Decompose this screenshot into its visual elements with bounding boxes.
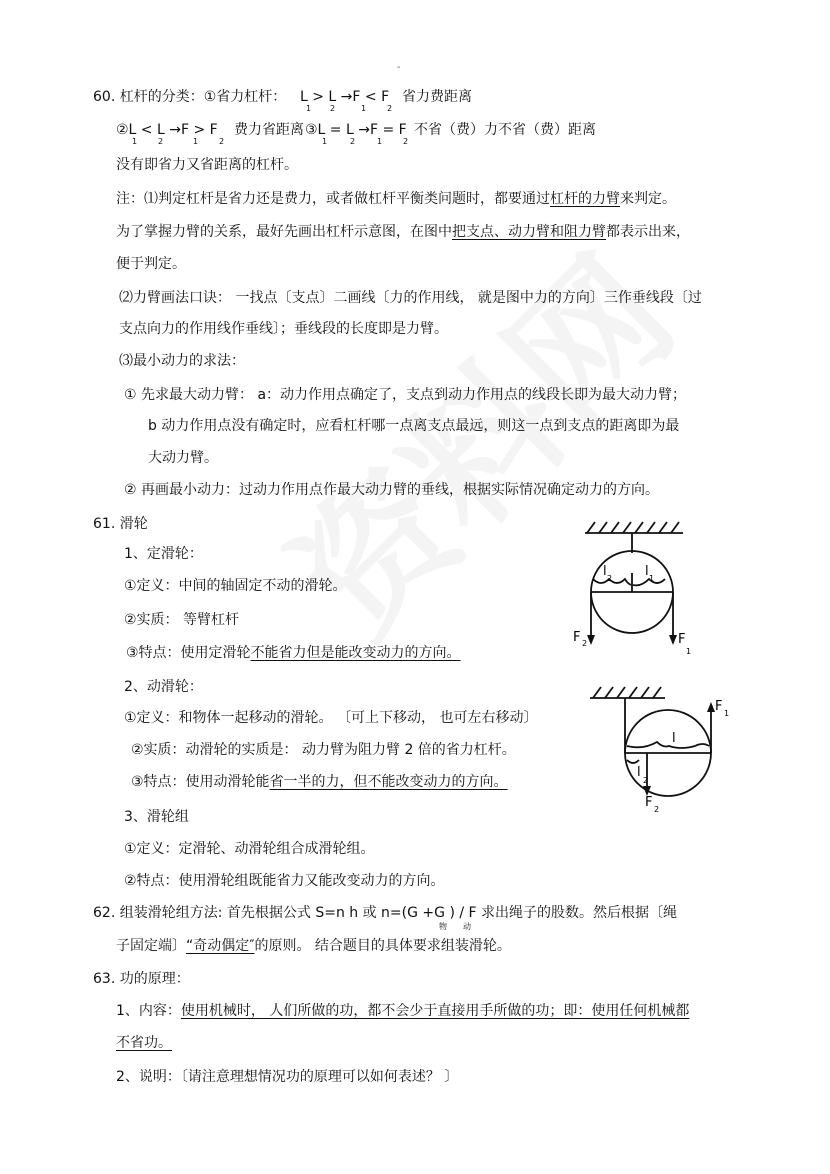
movable-l1-label: l — [672, 731, 676, 746]
sub: 2 — [158, 137, 164, 146]
fixed-l1-label: l — [645, 564, 649, 579]
s60-cond2: ②L < L →F > F — [116, 122, 218, 138]
s61-group-feature: ②特点：使用滑轮组既能省力又能改变动力的方向。 — [124, 873, 445, 889]
movable-f2-label: F — [645, 795, 653, 810]
s61-fixed-title: 1、定滑轮： — [124, 546, 203, 562]
s61-fixed-def: ①定义：中间的轴固定不动的滑轮。 — [124, 578, 347, 594]
s60-arm-rule2: 支点向力的作用线作垂线〕；垂线段的长度即是力臂。 — [119, 321, 448, 337]
s60-note1: 注：⑴判定杠杆是省力还是费力，或者做杠杆平衡类问题时，都要通过杠杆的力臂来判定。 — [116, 191, 676, 207]
s60-min-step2: ② 再画最小动力：过动力作用点作最大动力臂的垂线，根据实际情况确定动力的方向。 — [124, 482, 659, 498]
sub: 2 — [387, 104, 393, 113]
s61-movable-title: 2、动滑轮： — [124, 679, 203, 695]
fixed-l1-sub: 1 — [649, 574, 655, 583]
s61-fixed-feature: ③特点：使用定滑轮不能省力但是能改变动力的方向。 — [126, 645, 461, 661]
movable-f1-sub: 1 — [724, 709, 730, 718]
sub: 1 — [322, 137, 328, 146]
sub: 2 — [350, 137, 356, 146]
movable-l2-sub: 2 — [643, 776, 649, 785]
movable-f1-label: F — [715, 699, 723, 714]
sub: 1 — [193, 137, 199, 146]
s61-group-title: 3、滑轮组 — [124, 809, 189, 825]
s61-group-def: ①定义：定滑轮、动滑轮组合成滑轮组。 — [124, 841, 375, 857]
s61-title: 61. 滑轮 — [93, 516, 148, 532]
s60-cond3: ③L = L →F = F — [305, 122, 407, 138]
s60-note3: 便于判定。 — [116, 256, 186, 272]
s63-title: 63. 功的原理： — [93, 971, 190, 987]
fixed-pulley-diagram — [565, 515, 725, 660]
s62-line1: 62. 组装滑轮组方法: 首先根据公式 S=n h 或 n=(G +G ) / F 求出绳子的股数。然后根据〔绳 — [93, 905, 678, 921]
s60-lever2-desc: 费力省距离 — [234, 122, 304, 138]
sub: 1 — [306, 104, 312, 113]
s60-lever1-desc: 省力费距离 — [402, 89, 472, 105]
s60-arm-rule1: ⑵力臂画法口诀： 一找点〔支点〕二画线〔力的作用线， 就是图中力的方向〕三作垂线段〔过 — [119, 290, 702, 306]
s63-content: 1、内容：使用机械时， 人们所做的功，都不会少于直接用手所做的功；即：使用任何机械都 — [116, 1003, 690, 1019]
s61-movable-essence: ②实质：动滑轮的实质是： 动力臂为阻力臂 2 倍的省力杠杆。 — [131, 742, 516, 758]
fixed-l2-sub: 2 — [607, 574, 613, 583]
movable-f2-sub: 2 — [654, 805, 660, 814]
s60-min-step1b: b 动力作用点没有确定时，应看杠杆哪一点离支点最远，则这一点到支点的距离即为最 — [148, 418, 680, 434]
s60-title: 60. 杠杆的分类：①省力杠杆： — [93, 89, 287, 105]
s61-movable-def: ①定义：和物体一起移动的滑轮。 〔可上下移动， 也可左右移动〕 — [124, 710, 538, 726]
sub-wu: 物 — [439, 922, 447, 931]
movable-l2-label: l — [637, 765, 641, 780]
s60-lever3-desc: 不省（费）力不省（费）距离 — [414, 122, 596, 138]
s60-min-step1c: 大动力臂。 — [148, 450, 218, 466]
fixed-f2-label: F — [573, 630, 581, 645]
fixed-f1-label: F — [678, 632, 686, 647]
fixed-f2-sub: 2 — [582, 639, 588, 648]
sub: 2 — [330, 104, 336, 113]
s60-min-title: ⑶最小动力的求法： — [119, 353, 245, 369]
sub: 1 — [377, 137, 383, 146]
sub: 1 — [132, 137, 138, 146]
s63-explain: 2、说明：〔请注意理想情况功的原理可以如何表述？ 〕 — [116, 1069, 459, 1085]
s60-cond1: L > L →F < F — [300, 89, 390, 105]
header-mark: - — [397, 62, 401, 73]
sub: 1 — [361, 104, 367, 113]
s60-note2: 为了掌握力臂的关系，最好先画出杠杆示意图，在图中把支点、动力臂和阻力臂都表示出来， — [116, 224, 690, 240]
s61-movable-feature: ③特点：使用动滑轮能省一半的力，但不能改变动力的方向。 — [131, 774, 508, 790]
movable-pulley-diagram — [585, 680, 735, 815]
fixed-l2-label: l — [603, 564, 607, 579]
fixed-f1-sub: 1 — [686, 647, 692, 656]
s62-line2: 子固定端〕“奇动偶定″的原则。 结合题目的具体要求组装滑轮。 — [116, 938, 511, 954]
s60-min-step1: ① 先求最大动力臂： a：动力作用点确定了，支点到动力作用点的线段长即为最大动力臂； — [124, 387, 687, 403]
s61-fixed-essence: ②实质： 等臂杠杆 — [124, 612, 240, 628]
s63-content2: 不省功。 — [116, 1035, 172, 1051]
s60-no-both: 没有即省力又省距离的杠杆。 — [116, 157, 298, 173]
sub: 2 — [403, 137, 409, 146]
s60-line1 — [93, 88, 286, 106]
sub: 2 — [219, 137, 225, 146]
sub-dong: 动 — [463, 922, 471, 931]
